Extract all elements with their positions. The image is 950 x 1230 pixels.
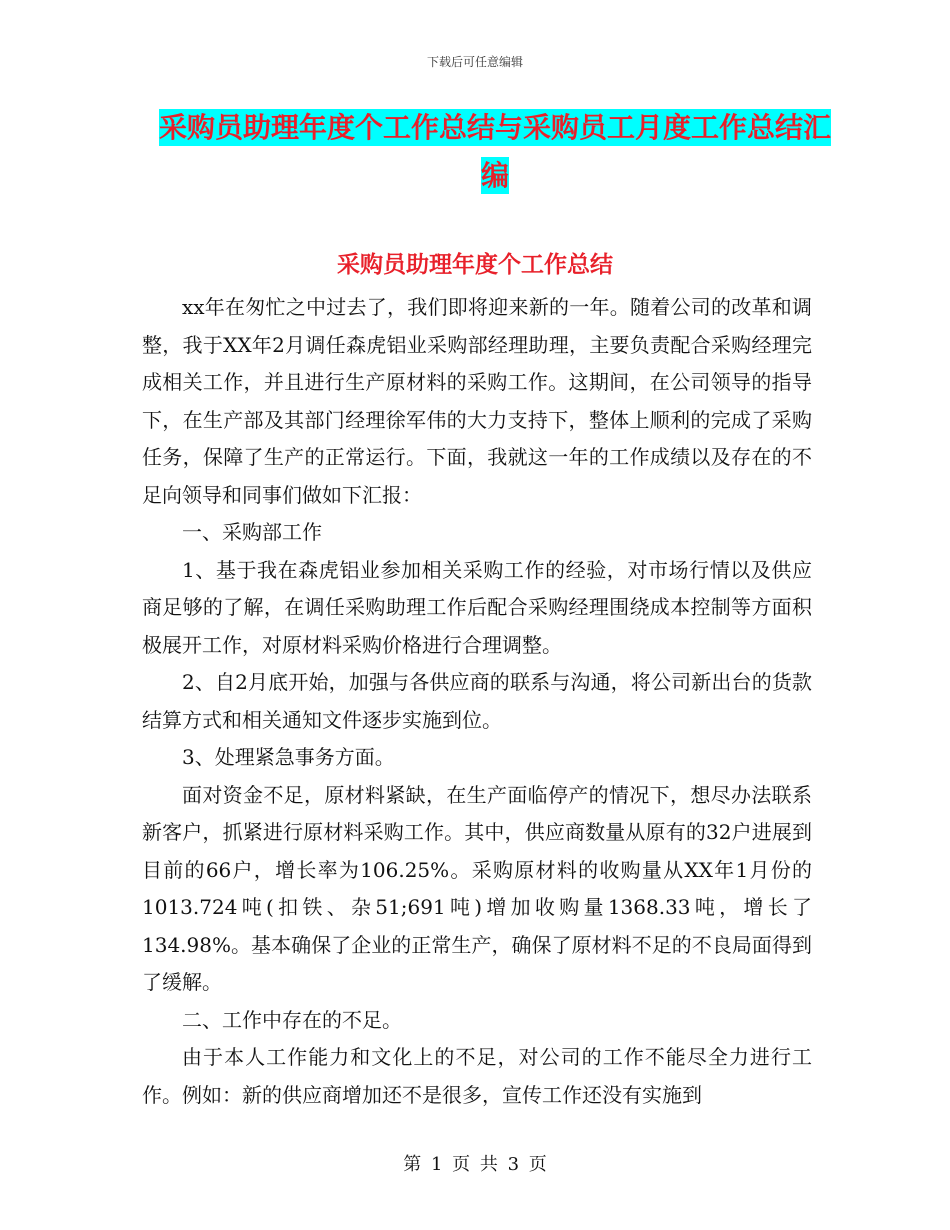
page-footer: 第 1 页 共 3 页 [403, 1154, 547, 1175]
document-title [150, 104, 840, 200]
heading-shortcomings: 二、工作中存在的不足。 [182, 1007, 402, 1032]
document-title-text: 采购员助理年度个工作总结与采购员工月度工作总结汇编 [158, 111, 831, 192]
header-note: 下载后可任意编辑 [426, 55, 523, 69]
paragraph-shortcomings: 由于本人工作能力和文化上的不足，对公司的工作不能尽全力进行工作。例如：新的供应商增加还不是很多，宣传工作还没有实施到 [142, 1045, 812, 1107]
section-title: 采购员助理年度个工作总结 [337, 252, 613, 278]
paragraph-intro: xx年在匆忙之中过去了，我们即将迎来新的一年。随着公司的改革和调整，我于XX年2月调任森虎铝业采购部经理助理，主要负责配合采购经理完成相关工作，并且进行生产原材料的采购工作。这期间，在公司领导的指导下，在生产部及其部门经理徐军伟的大力支持下，整体上顺利的完成了采购任务，保障了生产的正常运行。下面，我就这一年的工作成绩以及存在的不足向领导和同事们做如下汇报： [142, 295, 812, 507]
document-body [142, 289, 812, 1114]
heading-procurement-work: 一、采购部工作 [182, 520, 322, 544]
paragraph-item-2: 2、自2月底开始，加强与各供应商的联系与沟通，将公司新出台的货款结算方式和相关通知文件逐步实施到位。 [142, 670, 812, 732]
paragraph-item-3: 3、处理紧急事务方面。 [182, 745, 395, 769]
paragraph-item-1: 1、基于我在森虎铝业参加相关采购工作的经验，对市场行情以及供应商足够的了解，在调任采购助理工作后配合采购经理围绕成本控制等方面积极展开工作，对原材料采购价格进行合理调整。 [142, 557, 812, 657]
paragraph-emergency: 面对资金不足，原材料紧缺，在生产面临停产的情况下，想尽办法联系新客户，抓紧进行原材料采购工作。其中，供应商数量从原有的32户进展到目前的66户，增长率为106.25%。采购原材料的收购量从XX年1月份的1013.724吨(扣铁、杂51;691吨)增加收购量1368.33吨，增长了134.98%。基本确保了企业的正常生产，确保了原材料不足的不良局面得到了缓解。 [142, 782, 812, 994]
